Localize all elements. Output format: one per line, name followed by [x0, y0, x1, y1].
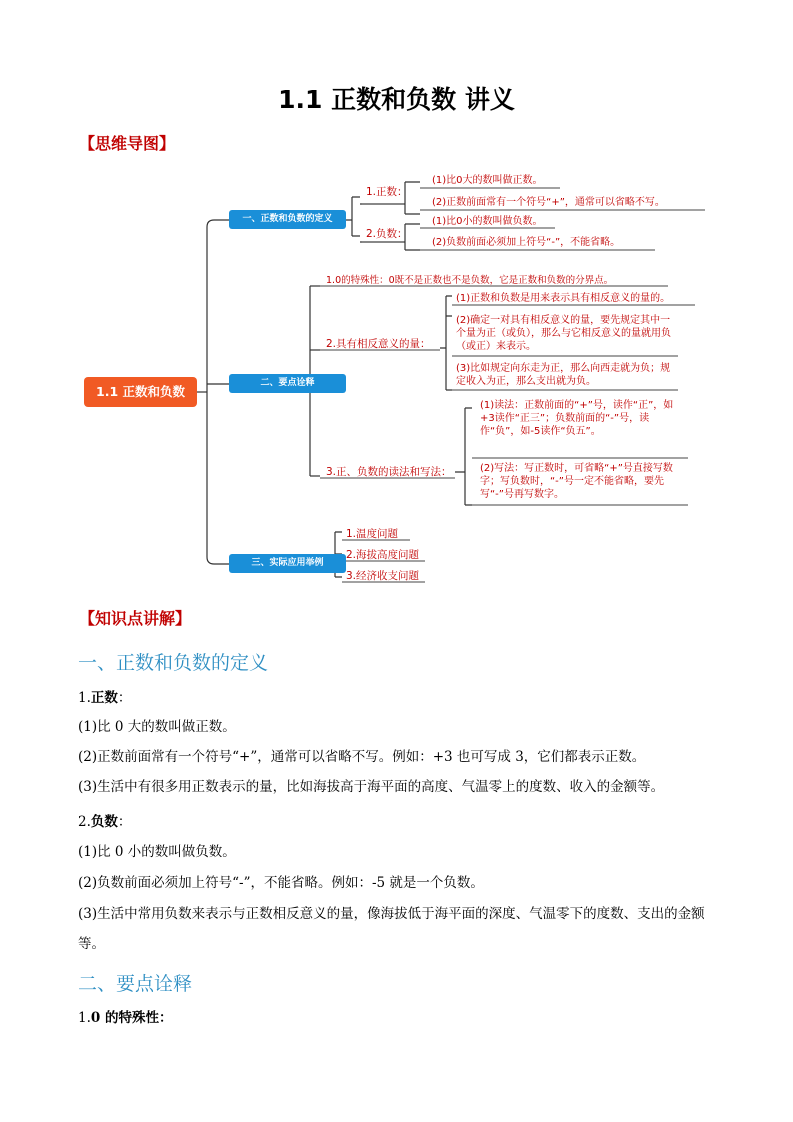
mindmap-leaf: (2)写法：写正数时，可省略“+”号直接写数字；写负数时，“-”号一定不能省略，要先写“-”号再写数字。: [480, 463, 673, 500]
positive-point-1: (1)比 0 大的数叫做正数。: [78, 719, 236, 735]
zero-heading: [78, 1009, 172, 1027]
negative-number: 2.: [78, 814, 91, 830]
mindmap-branch-key-points: 二、要点诠释: [229, 374, 346, 393]
mindmap-heading: 【思维导图】: [79, 134, 176, 153]
positive-label: 正数: [90, 690, 118, 706]
positive-number: 1.: [78, 690, 91, 706]
mindmap-sub-economy: 3.经济收支问题: [346, 570, 420, 582]
negative-label: 负数: [90, 814, 118, 830]
mindmap-leaf: (2)正数前面常有一个符号“+”，通常可以省略不写。: [432, 197, 665, 208]
mindmap-branch-applications: 三、实际应用举例: [229, 554, 346, 573]
section-1-title: 一、正数和负数的定义: [78, 652, 269, 674]
zero-label: 0 的特殊性: [90, 1010, 159, 1026]
mindmap-root-node: 1.1 正数和负数: [84, 377, 197, 407]
mindmap-sub-zero: 1.0的特殊性：0既不是正数也不是负数，它是正数和负数的分界点。: [326, 275, 614, 286]
connector-b1-subs: [346, 197, 360, 236]
page-title: 1.1 正数和负数 讲义: [278, 85, 515, 114]
mindmap-sub-read-write: 3.正、负数的读法和写法：: [326, 466, 452, 478]
mindmap-leaf: (1)读法：正数前面的“+”号，读作“正”，如+3读作“正三”；负数前面的“-”号，读作“负”，如-5读作“负五”。: [480, 400, 674, 437]
mindmap-leaf: (1)正数和负数是用来表示具有相反意义的量的。: [456, 293, 671, 304]
negative-colon: ：: [117, 814, 132, 830]
connector-branch-1: [207, 220, 229, 227]
positive-colon: ：: [117, 690, 132, 706]
negative-point-1: (1)比 0 小的数叫做负数。: [78, 844, 236, 860]
mindmap-sub-negative: 2.负数：: [366, 228, 408, 240]
negative-heading: [78, 813, 131, 831]
knowledge-heading: 【知识点讲解】: [79, 609, 192, 628]
connector-branch-3: [207, 227, 229, 564]
mindmap-leaf: (2)负数前面必须加上符号“-”，不能省略。: [432, 237, 621, 248]
negative-point-3: (3)生活中常用负数来表示与正数相反意义的量，像海拔低于海平面的深度、气温零下的度数、支出的金额等。: [78, 906, 705, 952]
zero-colon: ：: [158, 1010, 173, 1026]
mindmap-leaf: (1)比0大的数叫做正数。: [432, 175, 543, 186]
mindmap-sub-altitude: 2.海拔高度问题: [346, 549, 420, 561]
negative-point-2: (2)负数前面必须加上符号“-”，不能省略。例如：-5 就是一个负数。: [78, 875, 484, 891]
mindmap-branch-definition: 一、正数和负数的定义: [229, 210, 346, 229]
mindmap-leaf: (1)比0小的数叫做负数。: [432, 216, 543, 227]
mindmap-sub-opposite-quantities: 2.具有相反意义的量：: [326, 338, 431, 350]
connector-b2-s3-leaves: [455, 408, 472, 505]
section-2-title: 二、要点诠释: [78, 973, 193, 995]
mindmap-leaf: (2)确定一对具有相反意义的量，要先规定其中一个量为正（或负），那么与它相反意义的量就用负（或正）来表示。: [456, 315, 671, 352]
mindmap-sub-positive: 1.正数：: [366, 186, 408, 198]
positive-heading: [78, 689, 131, 707]
positive-point-2: (2)正数前面常有一个符号“+”，通常可以省略不写。例如：+3 也可写成 3，它们都表示正数。: [78, 749, 646, 765]
zero-number: 1.: [78, 1010, 91, 1026]
mindmap-sub-temperature: 1.温度问题: [346, 528, 399, 540]
positive-point-3: (3)生活中有很多用正数表示的量，比如海拔高于海平面的高度、气温零上的度数、收入的金额等。: [78, 779, 665, 795]
mindmap-leaf: (3)比如规定向东走为正，那么向西走就为负；规定收入为正，那么支出就为负。: [456, 363, 671, 387]
connector-b2-s2-leaves: [440, 296, 452, 390]
